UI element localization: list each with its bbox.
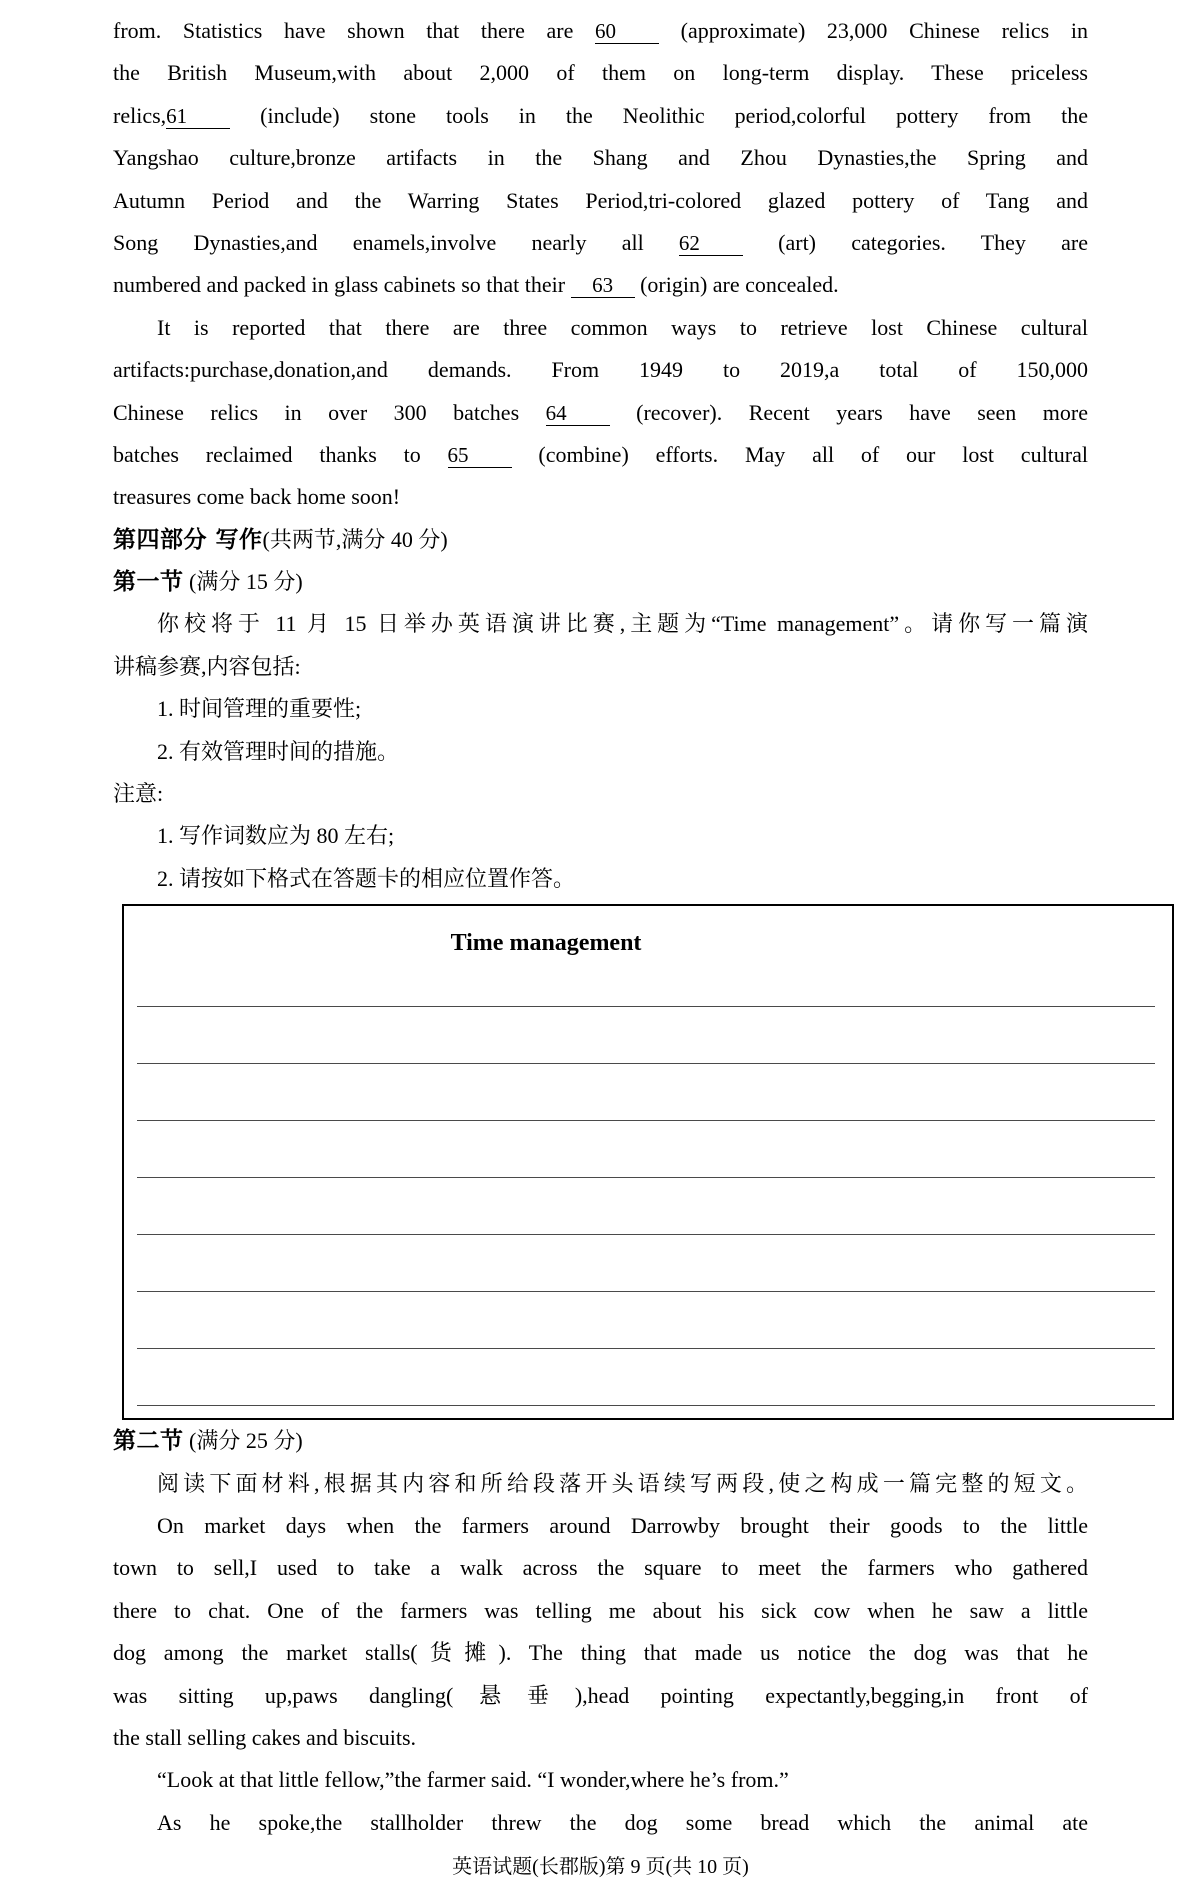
- blank-63: 63: [571, 273, 635, 298]
- text-line: Autumn Period and the Warring States Period,tri-colored glazed pottery of Tang and: [113, 187, 1088, 213]
- text-line: 2. 请按如下格式在答题卡的相应位置作答。: [157, 865, 576, 891]
- writing-line: [137, 1178, 1155, 1235]
- text-line: On market days when the farmers around Darrowby brought their goods to the little: [157, 1512, 1088, 1538]
- text-line: 注意:: [113, 781, 164, 807]
- blank-65: 65: [448, 443, 512, 468]
- writing-line: [137, 1349, 1155, 1406]
- text-line: artifacts:purchase,donation,and demands. From 1949 to 2019,a total of 150,000: [113, 357, 1088, 383]
- writing-line: [137, 1121, 1155, 1178]
- page-footer: 英语试题(长郡版)第 9 页(共 10 页): [452, 1856, 749, 1879]
- text-line: relics,61 (include) stone tools in the Neolithic period,colorful pottery from the: [113, 102, 1088, 128]
- text-line: batches reclaimed thanks to 65 (combine) efforts. May all of our lost cultural: [113, 441, 1088, 467]
- text-line: was sitting up,paws dangling(悬垂),head pointing expectantly,begging,in front of: [113, 1682, 1088, 1708]
- text-line: 1. 时间管理的重要性;: [157, 696, 362, 722]
- writing-line: [137, 1064, 1155, 1121]
- blank-64: 64: [546, 401, 610, 426]
- text-line: Song Dynasties,and enamels,involve nearly all 62 (art) categories. They are: [113, 229, 1088, 255]
- text-line: the British Museum,with about 2,000 of them on long-term display. These priceless: [113, 60, 1088, 86]
- text-line: 阅读下面材料,根据其内容和所给段落开头语续写两段,使之构成一篇完整的短文。: [157, 1470, 1088, 1496]
- blank-62: 62: [679, 231, 743, 256]
- text-line: the stall selling cakes and biscuits.: [113, 1724, 417, 1750]
- writing-line: [137, 1235, 1155, 1292]
- section-heading-text: 第二节: [113, 1428, 184, 1455]
- text-block-bottom: [113, 1420, 1088, 1844]
- text-line: treasures come back home soon!: [113, 484, 401, 510]
- text-line: Yangshao culture,bronze artifacts in the Shang and Zhou Dynasties,the Spring and: [113, 145, 1088, 171]
- text-block-top: [113, 10, 1088, 900]
- text-line: there to chat. One of the farmers was telling me about his sick cow when he saw a little: [113, 1597, 1088, 1623]
- text-line: town to sell,I used to take a walk across the square to meet the farmers who gathered: [113, 1555, 1088, 1581]
- text-line: dog among the market stalls(货摊). The thing that made us notice the dog was that he: [113, 1640, 1088, 1666]
- text-line: It is reported that there are three common ways to retrieve lost Chinese cultural: [157, 314, 1088, 340]
- answer-sheet-box: [122, 904, 1174, 1420]
- writing-line: [137, 1007, 1155, 1064]
- writing-line: [137, 964, 1155, 1007]
- text-line: Chinese relics in over 300 batches 64 (recover). Recent years have seen more: [113, 399, 1088, 425]
- writing-line: [137, 1292, 1155, 1349]
- writing-lines-area: [137, 964, 1155, 1406]
- text-line: 你校将于 11 月 15 日举办英语演讲比赛,主题为“Time management”。请你写一篇演: [157, 611, 1088, 637]
- blank-61: 61: [166, 104, 230, 129]
- text-line: 1. 写作词数应为 80 左右;: [157, 823, 395, 849]
- box-title: Time management: [450, 930, 642, 957]
- section-heading-text: 第一节: [113, 569, 184, 596]
- text-line: “Look at that little fellow,”the farmer said. “I wonder,where he’s from.”: [157, 1767, 789, 1793]
- text-line: numbered and packed in glass cabinets so that their 63 (origin) are concealed.: [113, 272, 839, 298]
- text-line: 第二节 (满分 25 分): [113, 1428, 303, 1455]
- text-line: from. Statistics have shown that there are 60 (approximate) 23,000 Chinese relics in: [113, 18, 1088, 43]
- text-line: 2. 有效管理时间的措施。: [157, 738, 400, 764]
- text-line: 讲稿参赛,内容包括:: [113, 653, 301, 679]
- text-line: As he spoke,the stallholder threw the dog some bread which the animal ate: [157, 1809, 1088, 1835]
- text-line: 第一节 (满分 15 分): [113, 569, 303, 596]
- text-line: 第四部分 写作(共两节,满分 40 分): [113, 526, 448, 553]
- blank-60: 60: [595, 19, 659, 44]
- section-heading-text: 第四部分 写作: [113, 526, 263, 553]
